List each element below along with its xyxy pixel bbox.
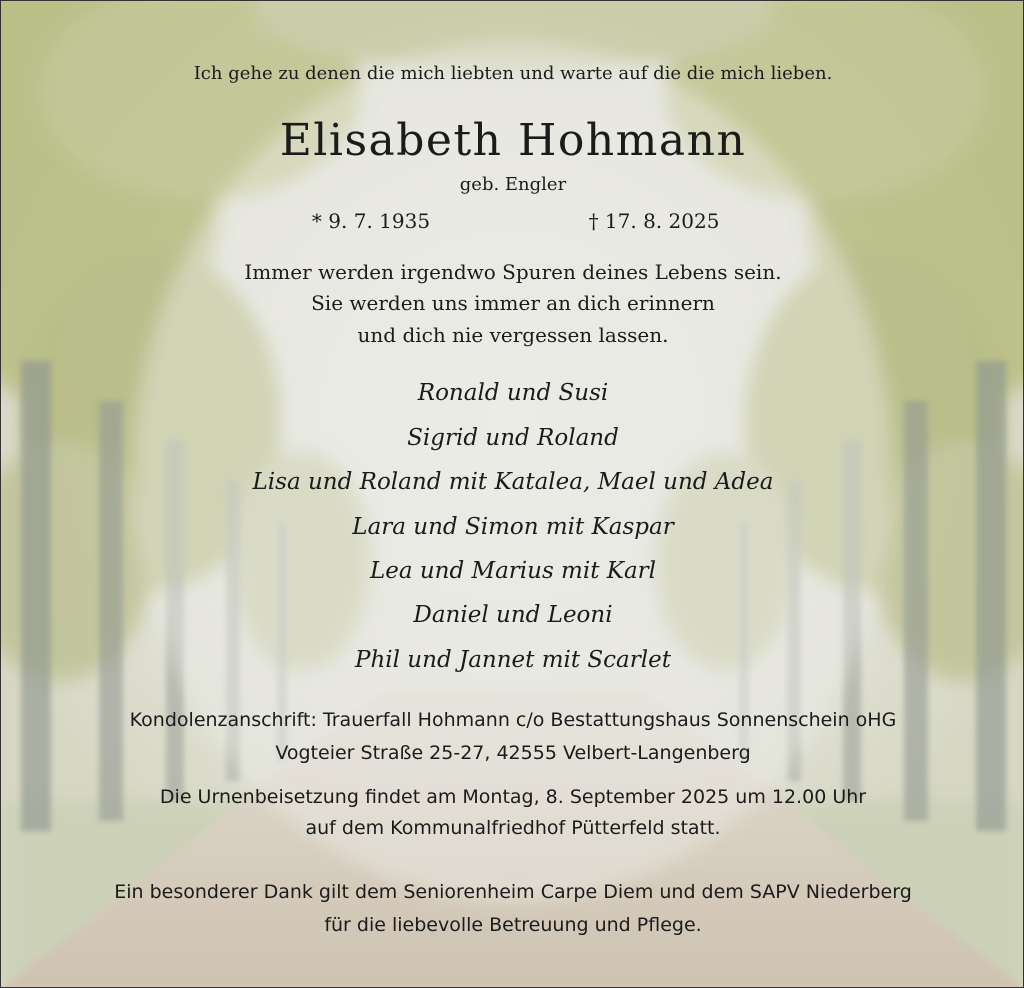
family-member-line: Lisa und Roland mit Katalea, Mael und Adea <box>252 469 774 495</box>
condolence-address: Vogteier Straße 25-27, 42555 Velbert-Langenberg <box>275 742 751 764</box>
verse-line: und dich nie vergessen lassen. <box>357 323 669 347</box>
burial-info: Die Urnenbeisetzung findet am Montag, 8. September 2025 um 12.00 Uhr <box>159 786 867 808</box>
maiden-name: geb. Engler <box>459 174 567 195</box>
death-date: † 17. 8. 2025 <box>588 209 720 233</box>
verse-line: Immer werden irgendwo Spuren deines Lebens sein. <box>244 260 782 284</box>
verse-line: Sie werden uns immer an dich erinnern <box>311 291 715 315</box>
condolence-address: Kondolenzanschrift: Trauerfall Hohmann c/o Bestattungshaus Sonnenschein oHG <box>129 709 897 731</box>
burial-info: auf dem Kommunalfriedhof Pütterfeld statt. <box>305 817 721 839</box>
family-member-line: Ronald und Susi <box>417 380 609 406</box>
family-member-line: Daniel und Leoni <box>413 602 613 628</box>
family-member-line: Sigrid und Roland <box>407 425 619 451</box>
thanks-text: Ein besonderer Dank gilt dem Seniorenheim Carpe Diem und dem SAPV Niederberg <box>114 881 912 903</box>
family-member-line: Phil und Jannet mit Scarlet <box>355 647 671 673</box>
family-member-line: Lara und Simon mit Kaspar <box>352 514 674 540</box>
memorial-motto: Ich gehe zu denen die mich liebten und warte auf die die mich lieben. <box>193 63 833 84</box>
deceased-name: Elisabeth Hohmann <box>279 115 747 166</box>
thanks-text: für die liebevolle Betreuung und Pflege. <box>324 914 702 936</box>
birth-date: * 9. 7. 1935 <box>311 209 431 233</box>
family-member-line: Lea und Marius mit Karl <box>369 558 657 584</box>
